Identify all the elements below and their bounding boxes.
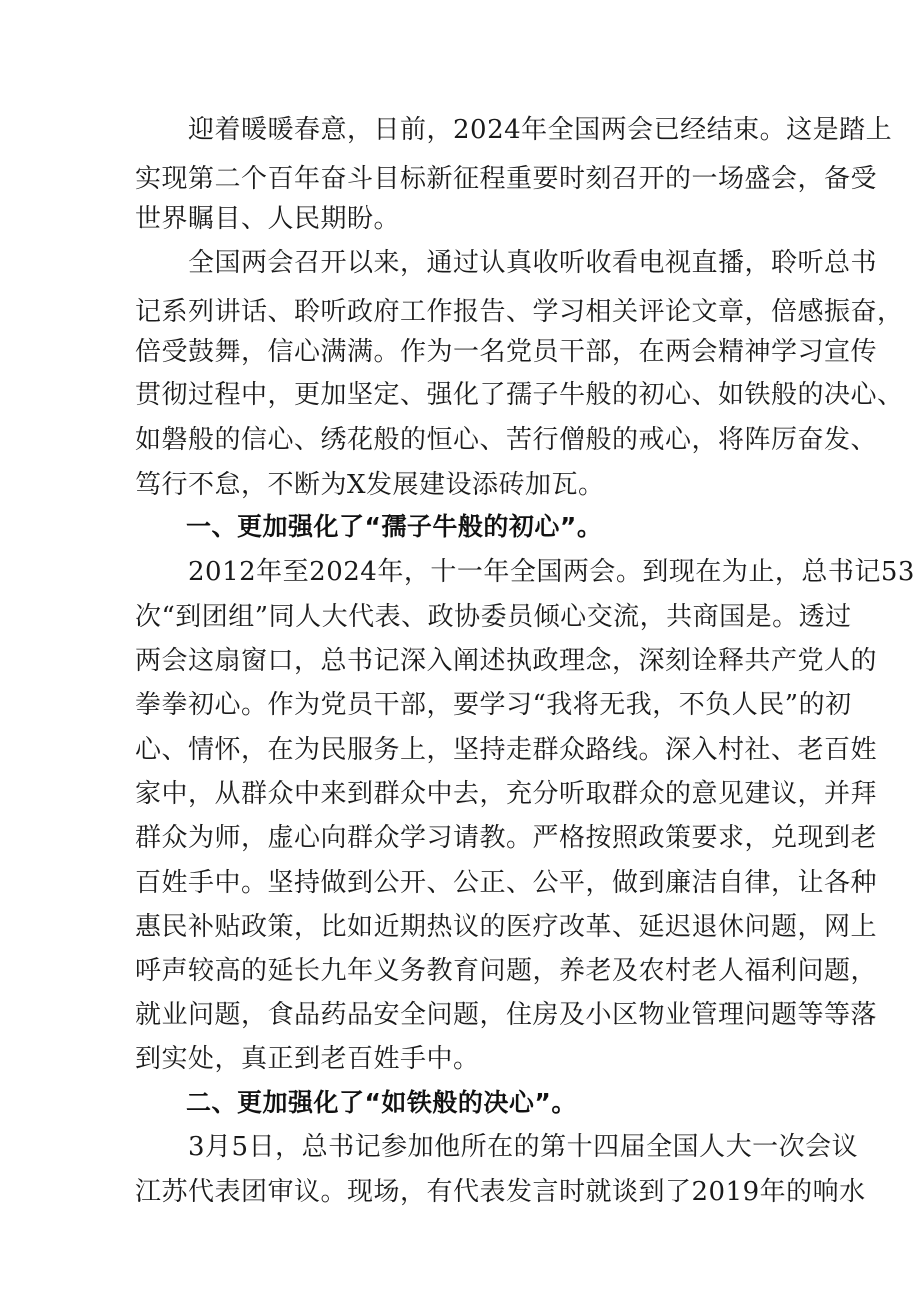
paragraph-line: 贯彻过程中，更加坚定、强化了孺子牛般的初心、如铁般的决心、 [135,380,904,410]
paragraph-line: 心、情怀，在为民服务上，坚持走群众路线。深入村社、老百姓 [135,735,878,765]
paragraph-line: 惠民补贴政策，比如近期热议的医疗改革、延迟退休问题，网上 [135,912,878,942]
paragraph-line: 两会这扇窗口，总书记深入阐述执政理念，深刻诠释共产党人的 [135,646,878,676]
paragraph-line: 家中，从群众中来到群众中去，充分听取群众的意见建议，并拜 [135,779,878,809]
paragraph-line: 拳拳初心。作为党员干部，要学习“我将无我，不负人民”的初 [135,690,852,720]
paragraph-line: 如磐般的信心、绣花般的恒心、苦行僧般的戒心，将阵厉奋发、 [135,425,878,455]
paragraph-line: 次“到团组”同人大代表、政协委员倾心交流，共商国是。透过 [135,602,852,632]
paragraph-line: 呼声较高的延长九年义务教育问题，养老及农村老人福利问题， [135,956,878,986]
paragraph-line: 百姓手中。坚持做到公开、公正、公平，做到廉洁自律，让各种 [135,868,878,898]
paragraph-line: 实现第二个百年奋斗目标新征程重要时刻召开的一场盛会，备受 [135,164,878,194]
paragraph-line: 江苏代表团审议。现场，有代表发言时就谈到了2019年的响水 [135,1177,866,1207]
paragraph-line: 笃行不怠，不断为X发展建设添砖加瓦。 [135,470,605,500]
paragraph-line: 到实处，真正到老百姓手中。 [135,1044,480,1074]
paragraph-line: 倍受鼓舞，信心满满。作为一名党员干部，在两会精神学习宣传 [135,337,878,367]
paragraph-line: 2012年至2024年，十一年全国两会。到现在为止，总书记53 [135,557,915,587]
section-heading: 一、更加强化了“孺子牛般的初心”。 [135,512,603,541]
paragraph-line: 就业问题，食品药品安全问题，住房及小区物业管理问题等等落 [135,1000,878,1030]
paragraph-line: 群众为师，虚心向群众学习请教。严格按照政策要求，兑现到老 [135,823,878,853]
paragraph-line: 迎着暖暖春意，日前，2024年全国两会已经结束。这是踏上 [135,115,893,145]
paragraph-line: 世界瞩目、人民期盼。 [135,204,401,234]
paragraph-line: 全国两会召开以来，通过认真收听收看电视直播，聆听总书 [135,248,878,278]
paragraph-line: 3月5日，总书记参加他所在的第十四届全国人大一次会议 [135,1132,859,1162]
section-heading: 二、更加强化了“如铁般的决心”。 [135,1088,577,1117]
paragraph-line: 记系列讲话、聆听政府工作报告、学习相关评论文章，倍感振奋， [135,297,904,327]
